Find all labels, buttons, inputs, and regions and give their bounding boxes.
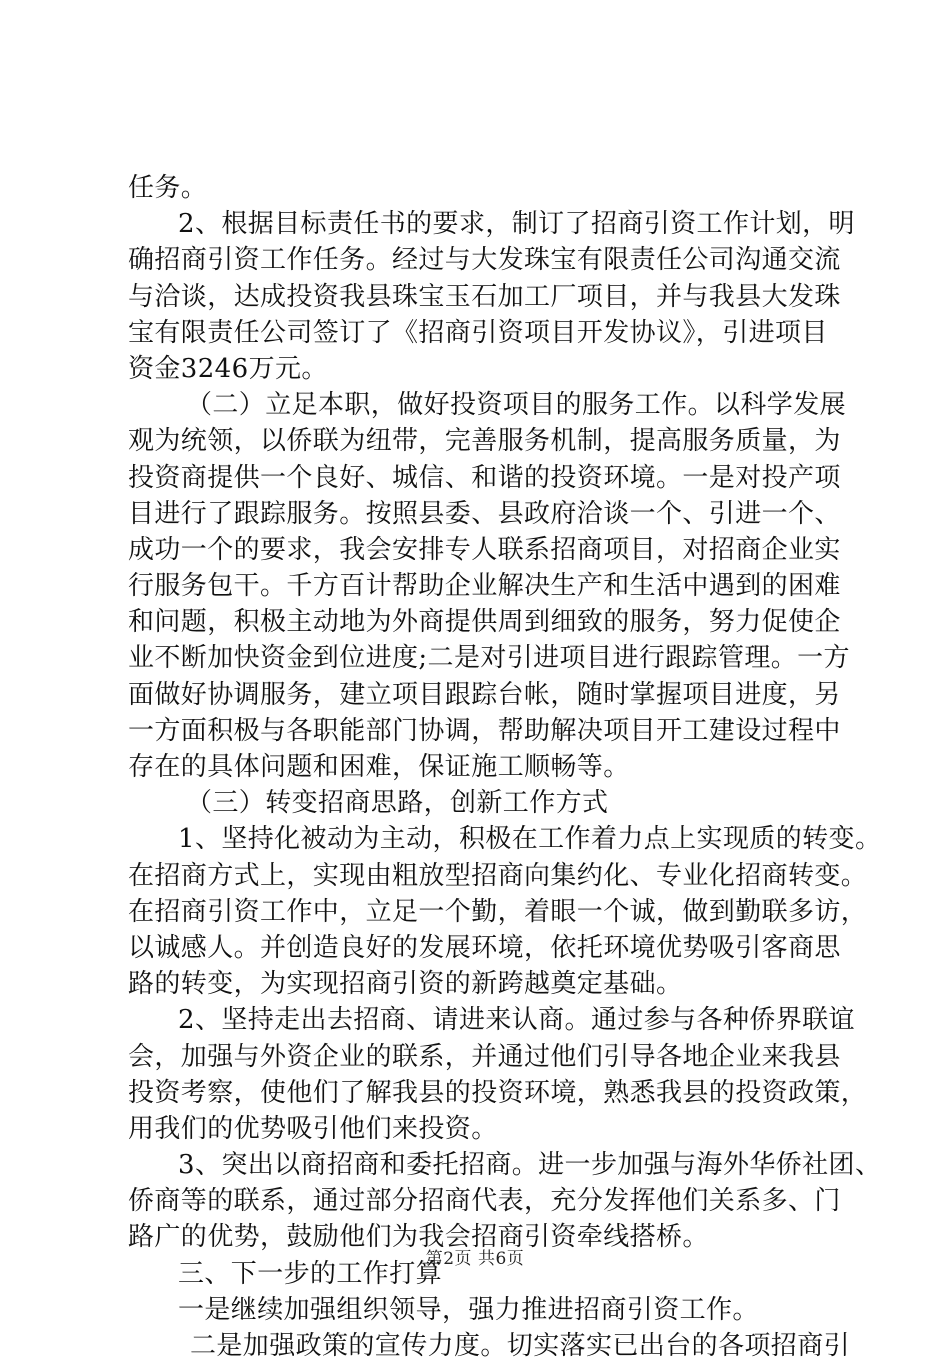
text-line: 与洽谈，达成投资我县珠宝玉石加工厂项目，并与我县大发珠 bbox=[128, 281, 841, 312]
text-line: 行服务包干。千方百计帮助企业解决生产和生活中遇到的困难 bbox=[128, 571, 841, 602]
section-heading: （三）转变招商思路，创新工作方式 bbox=[186, 788, 609, 819]
text-line: 1、坚持化被动为主动，积极在工作着力点上实现质的转变。 bbox=[178, 824, 882, 855]
text-line: 一方面积极与各职能部门协调，帮助解决项目开工建设过程中 bbox=[128, 715, 841, 746]
text-line: 一是继续加强组织领导，强力推进招商引资工作。 bbox=[178, 1294, 759, 1325]
text-line: 面做好协调服务，建立项目跟踪台帐，随时掌握项目进度，另 bbox=[128, 679, 841, 710]
text-line: 在招商引资工作中，立足一个勤，着眼一个诚，做到勤联多访， bbox=[128, 896, 868, 927]
section-heading: 三、下一步的工作打算 bbox=[178, 1258, 443, 1289]
text-line: 和问题，积极主动地为外商提供周到细致的服务，努力促使企 bbox=[128, 607, 841, 638]
text-line: 投资考察，使他们了解我县的投资环境，熟悉我县的投资政策， bbox=[128, 1077, 868, 1108]
text-line: 以诚感人。并创造良好的发展环境，依托环境优势吸引客商思 bbox=[128, 932, 841, 963]
text-line: 投资商提供一个良好、城信、和谐的投资环境。一是对投产项 bbox=[128, 462, 841, 493]
text-line: 2、坚持走出去招商、请进来认商。通过参与各种侨界联谊 bbox=[178, 1005, 855, 1036]
text-line: 观为统领，以侨联为纽带，完善服务机制，提高服务质量，为 bbox=[128, 426, 841, 457]
text-line: （二）立足本职，做好投资项目的服务工作。以科学发展 bbox=[186, 390, 847, 421]
document-body bbox=[128, 170, 882, 1364]
text-line: 资金3246万元。 bbox=[128, 353, 328, 384]
text-line: 目进行了跟踪服务。按照县委、县政府洽谈一个、引进一个、 bbox=[128, 498, 841, 529]
text-line: 3、突出以商招商和委托招商。进一步加强与海外华侨社团、 bbox=[178, 1150, 882, 1181]
text-line: 业不断加快资金到位进度;二是对引进项目进行跟踪管理。一方 bbox=[128, 643, 850, 674]
text-line: 路的转变，为实现招商引资的新跨越奠定基础。 bbox=[128, 969, 683, 1000]
text-line: 存在的具体问题和困难，保证施工顺畅等。 bbox=[128, 752, 630, 782]
text-line: 二是加强政策的宣传力度。切实落实已出台的各项招商引 bbox=[190, 1331, 851, 1361]
text-line: 成功一个的要求，我会安排专人联系招商项目，对招商企业实 bbox=[128, 534, 841, 565]
page-number: 第2页 共6页 bbox=[425, 1249, 525, 1269]
text-line: 任务。 bbox=[128, 173, 208, 203]
text-line: 会，加强与外资企业的联系，并通过他们引导各地企业来我县 bbox=[128, 1041, 841, 1072]
text-line: 侨商等的联系，通过部分招商代表，充分发挥他们关系多、门 bbox=[128, 1186, 841, 1217]
text-line: 路广的优势，鼓励他们为我会招商引资牵线搭桥。 bbox=[128, 1222, 709, 1253]
text-line: 在招商方式上，实现由粗放型招商向集约化、专业化招商转变。 bbox=[128, 860, 868, 891]
text-line: 宝有限责任公司签订了《招商引资项目开发协议》，引进项目 bbox=[128, 317, 828, 348]
text-line: 用我们的优势吸引他们来投资。 bbox=[128, 1113, 498, 1144]
text-line: 确招商引资工作任务。经过与大发珠宝有限责任公司沟通交流 bbox=[128, 245, 841, 276]
text-line: 2、根据目标责任书的要求，制订了招商引资工作计划，明 bbox=[178, 209, 855, 240]
